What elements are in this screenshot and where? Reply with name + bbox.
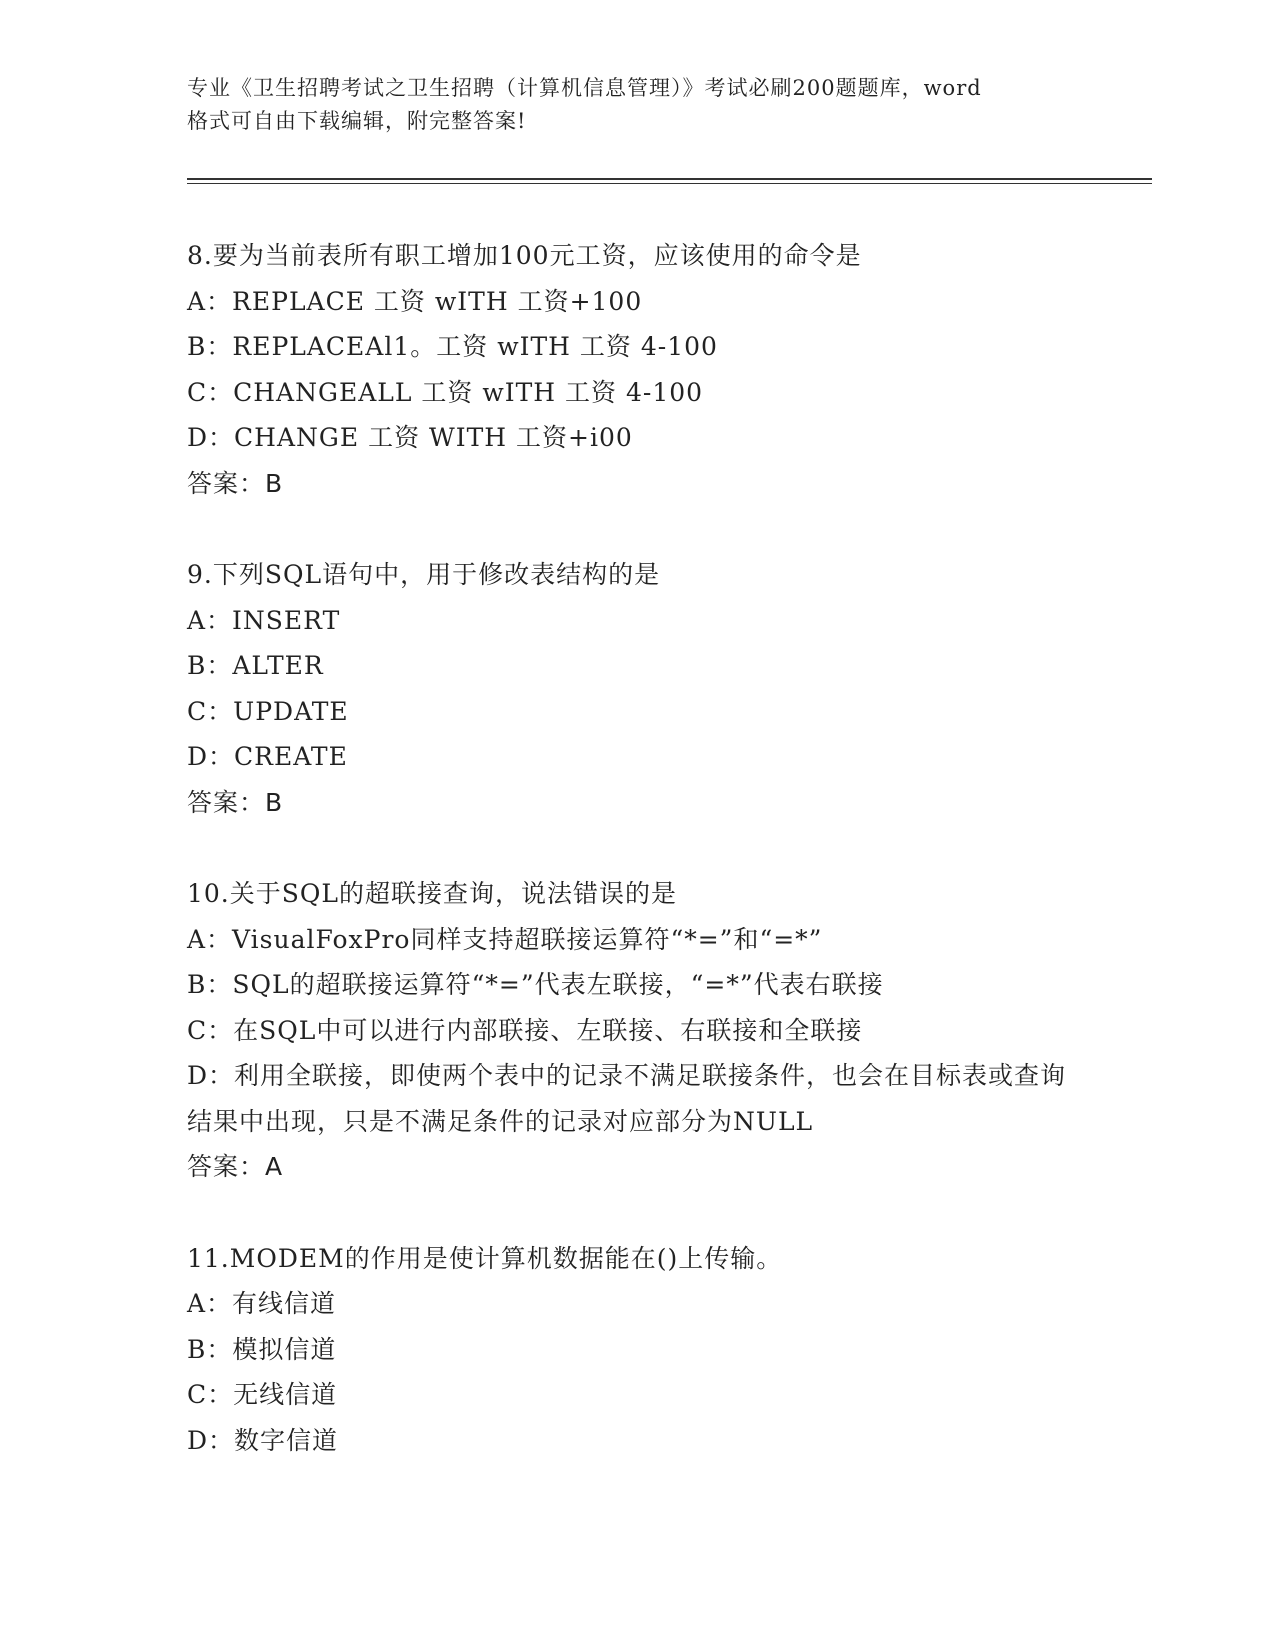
- option-c: C：UPDATE: [187, 696, 349, 726]
- header-line-2: 格式可自由下载编辑，附完整答案!: [187, 109, 527, 133]
- option-d: D：CHANGE 工资 WITH 工资+i00: [187, 423, 633, 452]
- answer-label: 答案：A: [187, 1152, 284, 1181]
- option-d: D：利用全联接，即使两个表中的记录不满足联接条件，也会在目标表或查询结果中出现，只是不满足条件的记录对应部分为NULL: [187, 1061, 1067, 1136]
- option-c: C：无线信道: [187, 1380, 338, 1409]
- option-a: A：INSERT: [187, 605, 341, 635]
- option-d: D：CREATE: [187, 742, 348, 771]
- answer-label: 答案：B: [187, 787, 284, 817]
- answer-label: 答案：B: [187, 468, 284, 498]
- question-11: [187, 1236, 1087, 1464]
- option-a: A：REPLACE 工资 wITH 工资+100: [187, 286, 643, 316]
- option-b: B：ALTER: [187, 651, 324, 680]
- option-b: B：SQL的超联接运算符“*=”代表左联接，“=*”代表右联接: [187, 970, 884, 999]
- option-b: B：REPLACEAl1。工资 wITH 工资 4-100: [187, 332, 718, 361]
- document-header: [187, 72, 1087, 138]
- option-a: A：VisualFoxPro同样支持超联接运算符“*=”和“=*”: [187, 924, 823, 954]
- question-9: [187, 552, 1087, 825]
- header-divider-thick: [187, 178, 1152, 180]
- question-8: [187, 233, 1087, 506]
- question-stem: 10.关于SQL的超联接查询，说法错误的是: [187, 879, 677, 908]
- header-divider-thin: [187, 183, 1152, 184]
- option-c: C：在SQL中可以进行内部联接、左联接、右联接和全联接: [187, 1015, 863, 1045]
- header-line-1: 专业《卫生招聘考试之卫生招聘（计算机信息管理）》考试必刷200题题库，word: [187, 76, 982, 100]
- option-b: B：模拟信道: [187, 1334, 337, 1364]
- option-a: A：有线信道: [187, 1289, 337, 1318]
- question-10: [187, 871, 1087, 1190]
- question-stem: 11.MODEM的作用是使计算机数据能在()上传输。: [187, 1243, 783, 1273]
- question-list: [187, 233, 1087, 1509]
- question-stem: 9.下列SQL语句中，用于修改表结构的是: [187, 560, 661, 589]
- option-c: C：CHANGEALL 工资 wITH 工资 4-100: [187, 377, 704, 407]
- question-stem: 8.要为当前表所有职工增加100元工资，应该使用的命令是: [187, 241, 862, 270]
- option-d: D：数字信道: [187, 1425, 339, 1455]
